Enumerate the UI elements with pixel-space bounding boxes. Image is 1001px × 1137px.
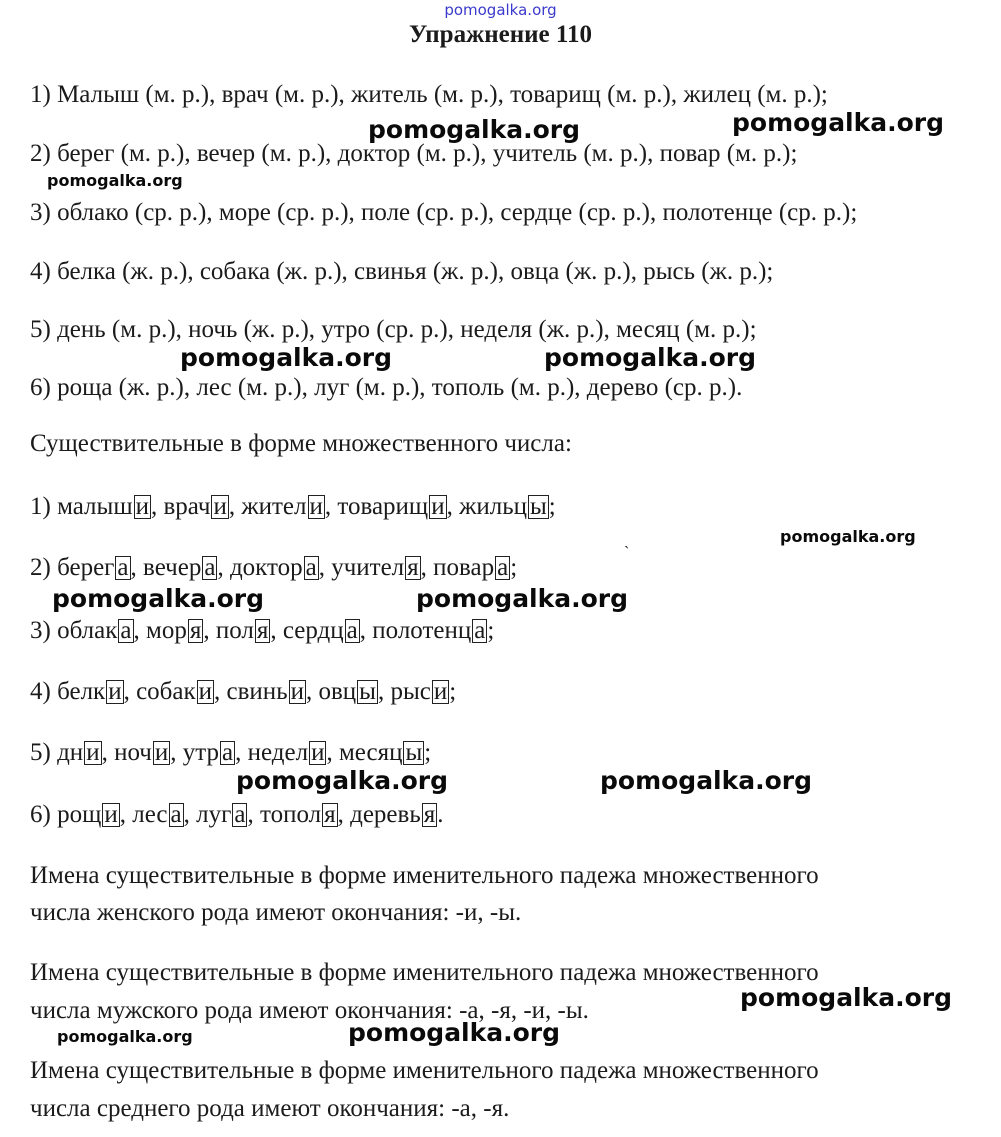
watermark: pomogalka.org [47,171,183,190]
item-number: 1) [30,493,51,520]
word-stem: доктор [229,554,303,581]
watermark: pomogalka.org [348,1018,561,1047]
word-ending-box: а [305,554,317,581]
watermark: pomogalka.org [740,983,953,1012]
word-stem: облак [57,617,118,644]
conclusion-line: числа среднего рода имеют окончания: -а, -я. [30,1095,510,1122]
word-ending-box: и [86,739,100,766]
plural-line: 5) дн и, ноч и, утр а, недел и, месяц ы; [30,739,432,766]
word-stem: полотенц [372,617,472,644]
plural-line: 2) берег а, вечер а, доктор а, учител я, повар а; [30,554,518,581]
item-number: 6) [30,801,51,828]
word-ending-box: а [170,801,182,828]
word-stem: недел [247,739,309,766]
word-ending-box: я [407,554,419,581]
line-end: ; [548,493,556,520]
conclusion-line: Имена существительные в форме именительного падежа множественного [30,959,819,986]
word-stem: собак [136,678,196,705]
intro-line: 5) день (м. р.), ночь (ж. р.), утро (ср. р.), неделя (ж. р.), месяц (м. р.); [30,316,757,343]
word-ending-box: и [431,493,445,520]
word-ending-box: ы [405,739,423,766]
plural-line: 6) рощ и, лес а, луг а, топол я, деревь я. [30,801,444,828]
line-end: ; [424,739,432,766]
word-ending-box: и [154,739,169,766]
word-stem: овц [318,678,357,705]
watermark: pomogalka.org [57,1027,193,1046]
conclusion-line: Имена существительные в форме именительного падежа множественного [30,1057,819,1084]
line-end: ; [510,554,518,581]
conclusion-line: Имена существительные в форме именительного падежа множественного [30,862,819,889]
line-end: ; [449,678,457,705]
word-stem: мор [146,617,187,644]
line-end: ; [487,617,495,644]
page-title: Упражнение 110 [408,21,592,48]
word-stem: луг [196,801,232,828]
plural-line: 1) малыш и, врач и, жител и, товарищ и, жильц ы; [30,493,556,520]
word-ending-box: а [204,554,216,581]
plural-heading: Существительные в форме множественного числа: [30,430,572,457]
word-ending-box: а [222,739,234,766]
watermark: pomogalka.org [732,108,945,137]
intro-line: 1) Малыш (м. р.), врач (м. р.), житель (м. р.), товарищ (м. р.), жилец (м. р.); [30,81,828,108]
item-number: 4) [30,678,51,705]
watermark: pomogalka.org [368,115,581,144]
word-stem: свинь [226,678,288,705]
word-stem: врач [163,493,211,520]
word-stem: месяц [338,739,403,766]
word-ending-box: я [423,801,436,828]
word-stem: утр [182,739,220,766]
word-ending-box: и [290,678,304,705]
item-number: 5) [30,739,51,766]
word-stem: товарищ [337,493,429,520]
word-stem: сердц [282,617,344,644]
watermark: pomogalka.org [236,766,449,795]
word-ending-box: а [346,617,358,644]
word-ending-box: и [433,678,448,705]
word-stem: повар [433,554,495,581]
word-stem: малыш [57,493,133,520]
word-stem: ноч [114,739,152,766]
word-stem: учител [331,554,405,581]
word-ending-box: а [234,801,246,828]
conclusion-line: числа мужского рода имеют окончания: -а, -я, -и, -ы. [30,997,589,1024]
plural-line: 3) облак а, мор я, пол я, сердц а, полотенц а; [30,617,495,644]
header-watermark: pomogalka.org [444,1,557,19]
item-number: 3) [30,617,51,644]
watermark: pomogalka.org [180,343,393,372]
intro-line: 4) белка (ж. р.), собака (ж. р.), свинья (ж. р.), овца (ж. р.), рысь (ж. р.); [30,258,774,285]
word-stem: вечер [143,554,202,581]
word-ending-box: а [474,617,486,644]
word-ending-box: а [117,554,129,581]
word-ending-box: я [189,617,202,644]
word-ending-box: а [497,554,509,581]
word-stem: рощ [57,801,102,828]
watermark: pomogalka.org [52,584,265,613]
word-ending-box: и [198,678,213,705]
word-ending-box: и [108,678,122,705]
word-ending-box: а [120,617,132,644]
intro-line: 2) берег (м. р.), вечер (м. р.), доктор (м. р.), учитель (м. р.), повар (м. р.); [30,140,798,167]
word-ending-box: и [213,493,227,520]
plural-line: 4) белк и, собак и, свинь и, овц ы, рыс и; [30,678,457,705]
item-number: 2) [30,554,51,581]
word-ending-box: и [104,801,118,828]
word-stem: пол [215,617,254,644]
word-stem: рыс [390,678,431,705]
watermark: pomogalka.org [544,343,757,372]
intro-line: 3) облако (ср. р.), море (ср. р.), поле (ср. р.), сердце (ср. р.), полотенце (ср. р.); [30,199,858,226]
watermark: pomogalka.org [600,766,813,795]
word-ending-box: и [311,739,325,766]
stray-mark: ` [624,544,630,561]
line-end: . [437,801,444,828]
word-stem: дн [57,739,84,766]
word-stem: жильц [459,493,527,520]
word-ending-box: я [324,801,336,828]
word-ending-box: ы [530,493,547,520]
word-ending-box: я [256,617,269,644]
word-ending-box: и [309,493,323,520]
word-stem: берег [57,554,115,581]
word-ending-box: и [135,493,149,520]
conclusion-line: числа женского рода имеют окончания: -и, -ы. [30,899,522,926]
word-stem: жител [241,493,307,520]
watermark: pomogalka.org [780,527,916,546]
word-stem: топол [259,801,322,828]
watermark: pomogalka.org [416,584,629,613]
word-stem: лес [132,801,168,828]
word-stem: белк [57,678,106,705]
word-ending-box: ы [359,678,376,705]
word-stem: деревь [350,801,421,828]
intro-line: 6) роща (ж. р.), лес (м. р.), луг (м. р.), тополь (м. р.), дерево (ср. р.). [30,374,743,401]
